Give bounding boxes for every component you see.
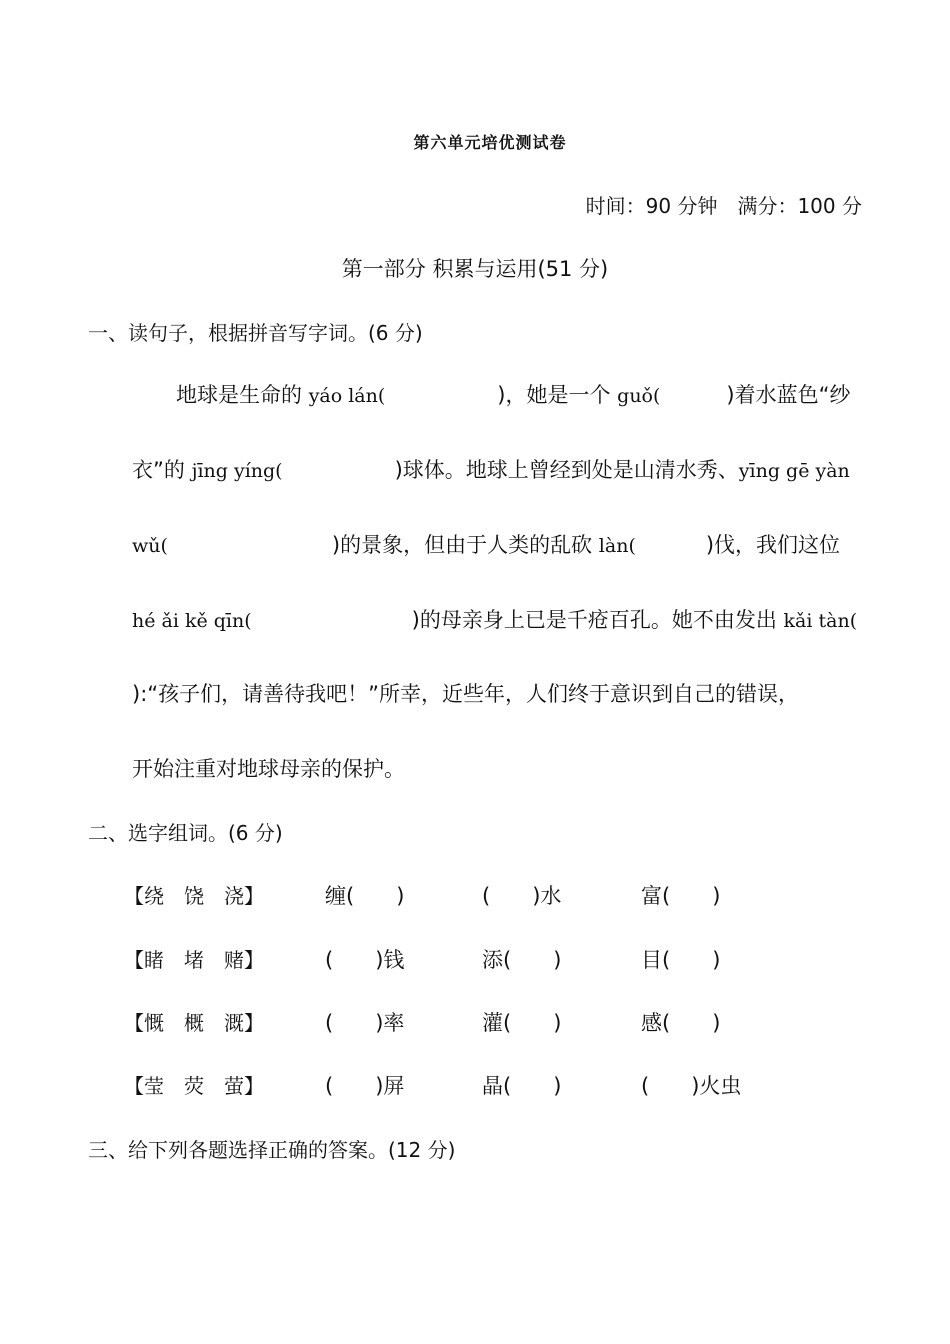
part-title: 第一部分 积累与运用(51 分) (341, 257, 609, 281)
exam-meta: 时间：90 分钟 满分：100 分 (585, 194, 862, 218)
word-blank[interactable]: ( )率 (325, 1011, 405, 1035)
word-blank[interactable]: 目( ) (641, 948, 721, 972)
word-blank[interactable]: ( )火虫 (641, 1074, 742, 1098)
passage-line-4: hé ǎi kě qīn( )的母亲身上已是千疮百孔。她不由发出 kǎi tàn( (132, 608, 858, 632)
char-group: 【睹 堵 赌】 (124, 948, 264, 972)
word-blank[interactable]: ( )水 (482, 884, 562, 908)
section-1-heading: 一、读句子，根据拼音写字词。(6 分) (88, 321, 423, 345)
word-blank[interactable]: 晶( ) (482, 1074, 562, 1098)
passage-line-2: 衣”的 jīng yíng( )球体。地球上曾经到处是山清水秀、yīng gē yàn (132, 458, 850, 482)
word-blank[interactable]: 添( ) (482, 948, 562, 972)
word-blank[interactable]: ( )钱 (325, 948, 405, 972)
passage-line-6: 开始注重对地球母亲的保护。 (132, 757, 405, 781)
passage-line-5: ):“孩子们，请善待我吧！”所幸，近些年，人们终于意识到自己的错误， (132, 682, 800, 706)
passage-line-3: wǔ( )的景象，但由于人类的乱砍 làn( )伐，我们这位 (132, 533, 841, 557)
word-blank[interactable]: 灌( ) (482, 1011, 562, 1035)
section-3-heading: 三、给下列各题选择正确的答案。(12 分) (88, 1138, 456, 1162)
char-group: 【绕 饶 浇】 (124, 884, 264, 908)
word-blank[interactable]: 感( ) (641, 1011, 721, 1035)
page-title: 第六单元培优测试卷 (413, 133, 567, 152)
word-blank[interactable]: ( )屏 (325, 1074, 405, 1098)
passage-line-1: 地球是生命的 yáo lán( )，她是一个 guǒ( )着水蓝色“纱 (176, 383, 851, 407)
word-blank[interactable]: 富( ) (641, 884, 721, 908)
word-blank[interactable]: 缠( ) (325, 884, 405, 908)
char-group: 【慨 概 溉】 (124, 1011, 264, 1035)
char-group: 【莹 荧 萤】 (124, 1074, 264, 1098)
section-2-heading: 二、选字组词。(6 分) (88, 821, 283, 845)
